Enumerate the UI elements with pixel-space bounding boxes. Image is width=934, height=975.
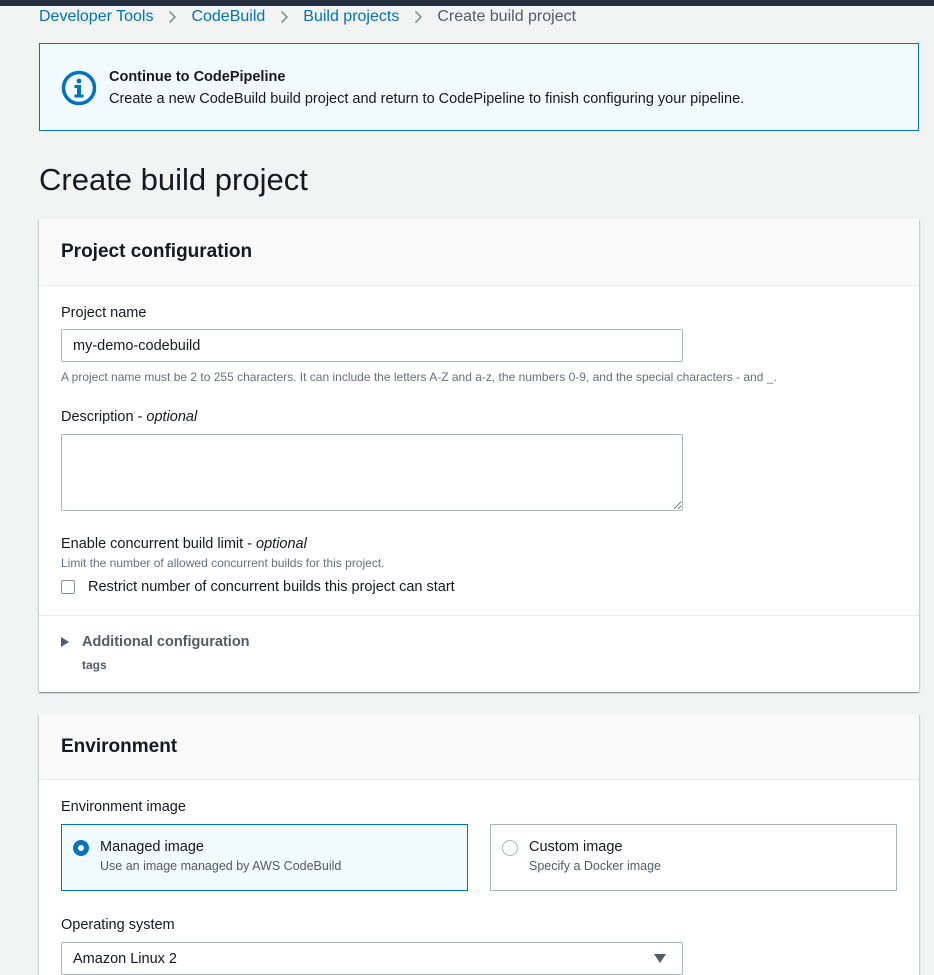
environment-title: Environment (61, 736, 178, 757)
concurrent-build-hint: Limit the number of allowed concurrent builds for this project. (61, 556, 385, 570)
managed-image-title: Managed image (100, 839, 204, 855)
chevron-right-icon (280, 10, 289, 24)
breadcrumb (39, 6, 576, 28)
concurrent-build-label: Enable concurrent build limit - optional (61, 536, 307, 552)
project-configuration-header (39, 219, 919, 286)
environment-header (39, 714, 919, 780)
breadcrumb-codebuild[interactable]: CodeBuild (191, 8, 266, 25)
concurrent-build-checkbox[interactable] (61, 580, 75, 594)
chevron-right-icon (168, 10, 177, 24)
additional-configuration-sub: tags (82, 658, 107, 672)
flash-message: Create a new CodeBuild build project and return to CodePipeline to finish configuring your pipeline. (109, 91, 745, 107)
breadcrumb-developer-tools[interactable]: Developer Tools (39, 8, 154, 25)
project-name-label: Project name (61, 305, 147, 321)
custom-image-tile[interactable] (490, 824, 897, 891)
project-configuration-title: Project configuration (61, 241, 253, 262)
additional-configuration-toggle[interactable] (61, 634, 250, 650)
info-flash-banner (39, 43, 919, 131)
concurrent-build-checkbox-label: Restrict number of concurrent builds this project can start (88, 579, 455, 595)
page-title: Create build project (39, 162, 308, 197)
breadcrumb-build-projects[interactable]: Build projects (303, 8, 400, 25)
custom-image-radio[interactable] (502, 840, 518, 856)
description-optional-text: optional (146, 409, 198, 425)
additional-configuration-label: Additional configuration (82, 634, 250, 650)
managed-image-description: Use an image managed by AWS CodeBuild (100, 859, 342, 873)
operating-system-value: Amazon Linux 2 (73, 951, 177, 967)
operating-system-select[interactable] (61, 942, 683, 975)
caret-down-icon (654, 954, 666, 963)
environment-panel (39, 714, 919, 975)
description-label: Description - optional (61, 409, 198, 425)
description-label-text: Description (61, 409, 134, 425)
managed-image-radio[interactable] (73, 840, 89, 856)
flash-title: Continue to CodePipeline (109, 69, 286, 85)
info-icon (61, 70, 97, 106)
description-textarea[interactable] (61, 434, 683, 511)
breadcrumb-current: Create build project (437, 8, 577, 25)
managed-image-tile[interactable] (61, 824, 468, 891)
chevron-right-icon (414, 10, 423, 24)
custom-image-description: Specify a Docker image (529, 859, 662, 873)
concurrent-build-checkbox-row[interactable] (61, 579, 455, 595)
operating-system-label: Operating system (61, 917, 175, 933)
concurrent-build-label-text: Enable concurrent build limit (61, 536, 244, 552)
project-name-hint: A project name must be 2 to 255 characters. It can include the letters A-Z and a-z, the numbers 0-9, and the special characters - and _. (61, 370, 777, 384)
caret-right-icon (61, 637, 69, 647)
custom-image-title: Custom image (529, 839, 623, 855)
project-name-input[interactable] (61, 329, 683, 362)
concurrent-build-optional-text: optional (256, 536, 307, 552)
environment-image-label: Environment image (61, 799, 186, 815)
section-divider (39, 615, 919, 616)
project-configuration-panel (39, 219, 919, 692)
